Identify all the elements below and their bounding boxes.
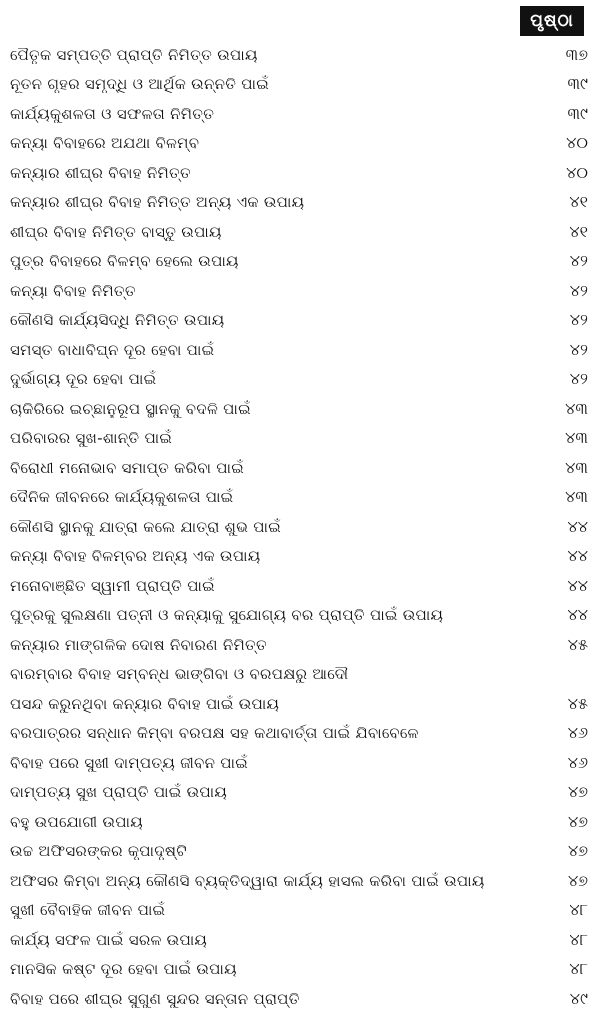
toc-entry (10, 276, 588, 306)
toc-entry-page-number: ୪୩ (565, 428, 588, 448)
toc-entry-title: ଦାମ୍ପତ୍ୟ ସୁଖ ପ୍ରାପ୍ତି ପାଇଁ ଉପାୟ (10, 783, 228, 802)
toc-entry-page-number: ୪୪ (567, 575, 588, 595)
toc-entry-page-number: ୪୬ (567, 752, 588, 772)
toc-entry (10, 660, 588, 690)
toc-entry-page-number: ୪୭ (567, 782, 588, 802)
table-of-contents (10, 40, 588, 1014)
toc-entry (10, 955, 588, 985)
toc-entry-title: ସୁଖୀ ବୈବାହିକ ଜୀବନ ପାଇଁ (10, 901, 166, 920)
toc-entry-title: କନ୍ୟାର ଶୀଘ୍ର ବିବାହ ନିମିତ୍ତ ଅନ୍ୟ ଏକ ଉପାୟ (10, 193, 305, 212)
toc-entry-title: ସମସ୍ତ ବାଧାବିଘ୍ନ ଦୂର ହେବା ପାଇଁ (10, 340, 215, 359)
toc-entry-title: ପୁତ୍ର ବିବାହରେ ବିଳମ୍ବ ହେଲେ ଉପାୟ (10, 252, 239, 271)
toc-entry-page-number: ୪୨ (569, 369, 588, 389)
toc-entry-page-number: ୪୦ (566, 133, 588, 153)
toc-entry-title: କାର୍ଯ୍ୟକୁଶଳତା ଓ ସଫଳତା ନିମିତ୍ତ (10, 104, 215, 123)
toc-entry (10, 542, 588, 572)
toc-entry-title: କନ୍ୟା ବିବାହରେ ଅଯଥା ବିଳମ୍ବ (10, 134, 200, 153)
toc-entry (10, 689, 588, 719)
toc-entry-title: କନ୍ୟା ବିବାହ ନିମିତ୍ତ (10, 281, 136, 300)
toc-entry-page-number: ୪୭ (567, 811, 588, 831)
toc-entry (10, 925, 588, 955)
toc-entry (10, 306, 588, 336)
toc-entry-page-number: ୪୨ (569, 280, 588, 300)
toc-entry (10, 512, 588, 542)
toc-entry-title: ଚାକିରିରେ ଇଚ୍ଛାନୁରୂପ ସ୍ଥାନକୁ ବଦଳି ପାଇଁ (10, 399, 251, 418)
toc-entry-title: ବିବାହ ପରେ ଶୀଘ୍ର ସୁଗୁଣ ସୁନ୍ଦର ସନ୍ତାନ ପ୍ରାପ୍ତି (10, 989, 300, 1008)
page-column-header: ପୃଷ୍ଠା (520, 6, 584, 36)
toc-entry-title: କାର୍ଯ୍ୟ ସଫଳ ପାଇଁ ସରଳ ଉପାୟ (10, 930, 208, 949)
toc-entry-page-number: ୪୬ (567, 723, 588, 743)
toc-entry-page-number: ୪୨ (569, 339, 588, 359)
toc-entry-title: ଦୈନିକ ଜୀବନରେ କାର୍ଯ୍ୟକୁଶଳତା ପାଇଁ (10, 488, 234, 507)
toc-entry-title: ଉଚ୍ଚ ଅଫିସରଙ୍କର କୃପାଦୃଷ୍ଟି (10, 842, 187, 861)
toc-entry (10, 99, 588, 129)
toc-entry (10, 630, 588, 660)
toc-entry-title: ବିବାହ ପରେ ସୁଖୀ ଦାମ୍ପତ୍ୟ ଜୀବନ ପାଇଁ (10, 753, 249, 772)
toc-entry (10, 40, 588, 70)
toc-entry-page-number: ୪୭ (567, 870, 588, 890)
toc-entry-title: ବିରୋଧୀ ମନୋଭାବ ସମାପ୍ତ କରିବା ପାଇଁ (10, 458, 244, 477)
toc-entry (10, 837, 588, 867)
toc-entry-page-number: ୩୯ (567, 74, 588, 94)
toc-entry (10, 483, 588, 513)
toc-entry-title: ଶୀଘ୍ର ବିବାହ ନିମିତ୍ତ ବାସ୍ତୁ ଉପାୟ (10, 222, 222, 241)
toc-entry (10, 335, 588, 365)
toc-entry-title: ପରିବାରର ସୁଖ-ଶାନ୍ତି ପାଇଁ (10, 429, 173, 448)
toc-entry-title: ପୈତୃକ ସମ୍ପତ୍ତି ପ୍ରାପ୍ତି ନିମିତ୍ତ ଉପାୟ (10, 45, 258, 64)
toc-entry-title: କନ୍ୟାର ଶୀଘ୍ର ବିବାହ ନିମିତ୍ତ (10, 163, 191, 182)
toc-entry (10, 158, 588, 188)
toc-entry-page-number: ୪୩ (565, 457, 588, 477)
toc-entry (10, 247, 588, 277)
toc-entry-title: ବରପାତ୍ରର ସନ୍ଧାନ କିମ୍ବା ବରପକ୍ଷ ସହ କଥାବାର୍ତ୍ତା ପାଇଁ ଯିବାବେଳେ (10, 724, 419, 743)
toc-entry (10, 601, 588, 631)
toc-entry-page-number: ୪୫ (567, 634, 588, 654)
toc-entry-title: ଅଫିସର କିମ୍ବା ଅନ୍ୟ କୌଣସି ବ୍ୟକ୍ତିଦ୍ୱାରା କାର୍ଯ୍ୟ ହାସଲ କରିବା ପାଇଁ ଉପାୟ (10, 871, 485, 890)
toc-entry-page-number: ୪୭ (567, 841, 588, 861)
toc-entry-page-number: ୪୩ (565, 398, 588, 418)
toc-entry-page-number: ୪୨ (569, 251, 588, 271)
toc-entry-page-number: ୪୧ (569, 192, 588, 212)
toc-entry-page-number: ୪୮ (569, 900, 588, 920)
toc-entry-page-number: ୪୮ (569, 929, 588, 949)
toc-entry-title: ଦୁର୍ଭାଗ୍ୟ ଦୂର ହେବା ପାଇଁ (10, 370, 157, 389)
toc-entry-title: କନ୍ୟା ବିବାହ ବିଳମ୍ବର ଅନ୍ୟ ଏକ ଉପାୟ (10, 547, 261, 566)
toc-entry-page-number: ୪୪ (567, 546, 588, 566)
toc-entry-page-number: ୪୯ (569, 988, 588, 1008)
toc-entry (10, 188, 588, 218)
toc-entry-title: ବାରମ୍ବାର ବିବାହ ସମ୍ବନ୍ଧ ଭାଙ୍ଗିବା ଓ ବରପକ୍ଷରୁ ଆଦୌ (10, 665, 349, 684)
toc-entry (10, 866, 588, 896)
toc-entry-page-number: ୪୨ (569, 310, 588, 330)
toc-entry-page-number: ୪୪ (567, 516, 588, 536)
toc-entry-page-number: ୪୮ (569, 959, 588, 979)
toc-entry-title: ମାନସିକ କଷ୍ଟ ଦୂର ହେବା ପାଇଁ ଉପାୟ (10, 960, 237, 979)
toc-entry (10, 424, 588, 454)
toc-entry (10, 129, 588, 159)
toc-entry (10, 807, 588, 837)
toc-entry (10, 571, 588, 601)
toc-entry (10, 394, 588, 424)
toc-entry-title: ବହୁ ଉପଯୋଗୀ ଉପାୟ (10, 812, 143, 831)
toc-entry (10, 984, 588, 1014)
toc-entry-title: କୌଣସି ସ୍ଥାନକୁ ଯାତ୍ରା କଲେ ଯାତ୍ରା ଶୁଭ ପାଇଁ (10, 517, 281, 536)
toc-entry (10, 70, 588, 100)
toc-entry-title: କନ୍ୟାର ମାଙ୍ଗଳିକ ଦୋଷ ନିବାରଣ ନିମିତ୍ତ (10, 635, 268, 654)
toc-entry-title: ପସନ୍ଦ କରୁନଥିବା କନ୍ୟାର ବିବାହ ପାଇଁ ଉପାୟ (10, 694, 280, 713)
toc-entry-title: କୌଣସି କାର୍ଯ୍ୟସିଦ୍ଧି ନିମିତ୍ତ ଉପାୟ (10, 311, 225, 330)
toc-entry (10, 748, 588, 778)
toc-entry (10, 453, 588, 483)
toc-entry (10, 217, 588, 247)
toc-entry (10, 896, 588, 926)
toc-entry (10, 778, 588, 808)
toc-entry (10, 719, 588, 749)
toc-entry-page-number: ୪୪ (567, 605, 588, 625)
toc-entry-page-number: ୪୦ (566, 162, 588, 182)
toc-entry-title: ନୂତନ ଗୃହର ସମୃଦ୍ଧି ଓ ଆର୍ଥିକ ଉନ୍ନତି ପାଇଁ (10, 75, 270, 94)
toc-entry-title: ପୁତ୍ରକୁ ସୁଲକ୍ଷଣା ପତ୍ନୀ ଓ କନ୍ୟାକୁ ସୁଯୋଗ୍ୟ ବର ପ୍ରାପ୍ତି ପାଇଁ ଉପାୟ (10, 606, 444, 625)
toc-entry-page-number: ୩୯ (567, 103, 588, 123)
toc-entry-page-number: ୩୭ (565, 44, 588, 64)
toc-entry (10, 365, 588, 395)
toc-entry-page-number: ୪୫ (567, 693, 588, 713)
toc-entry-title: ମନୋବାଞ୍ଛିତ ସ୍ୱାମୀ ପ୍ରାପ୍ତି ପାଇଁ (10, 576, 215, 595)
toc-entry-page-number: ୪୧ (569, 221, 588, 241)
toc-entry-page-number: ୪୩ (565, 487, 588, 507)
